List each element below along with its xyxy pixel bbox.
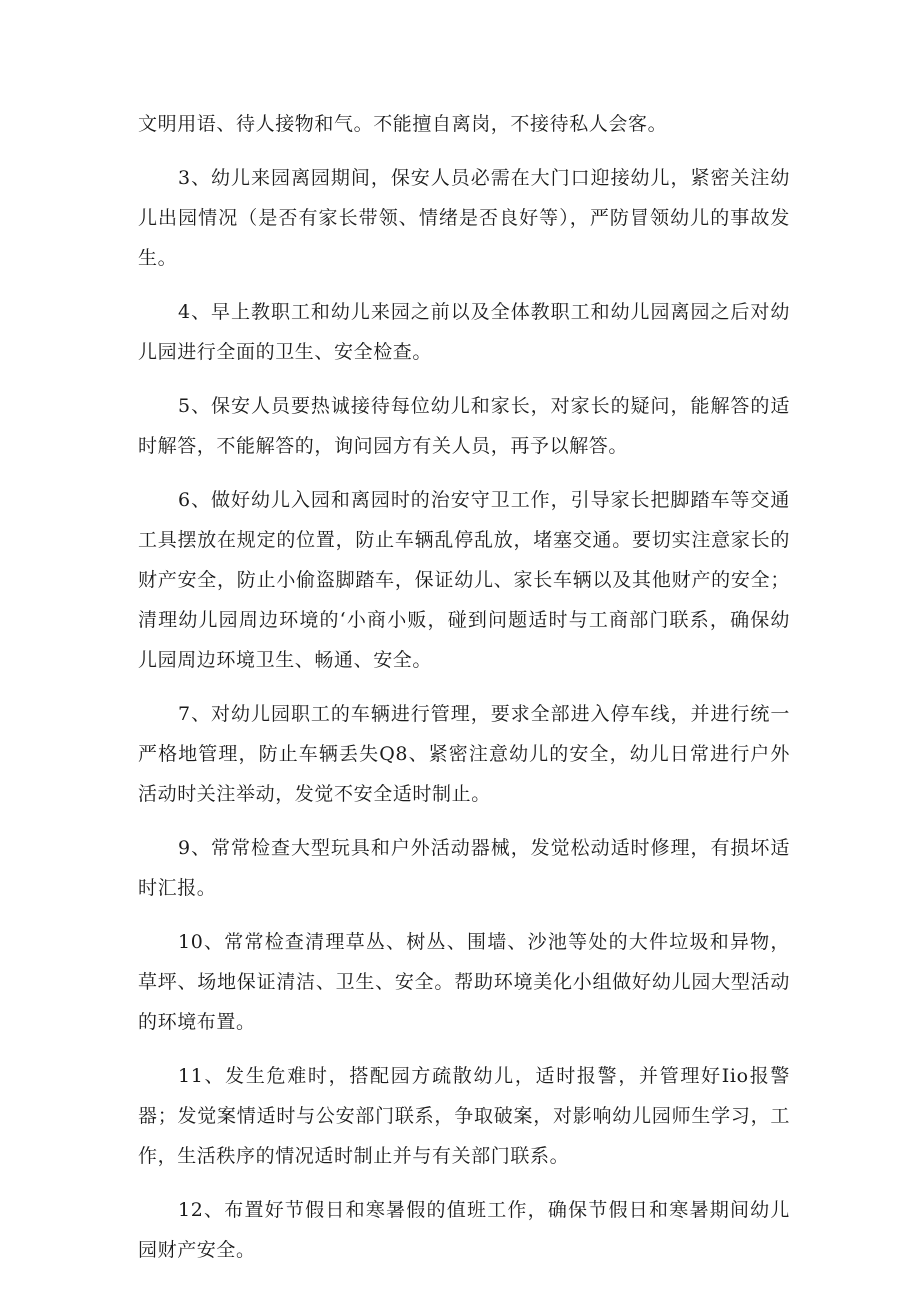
paragraph-item-12: 12、布置好节假日和寒暑假的值班工作，确保节假日和寒暑期间幼儿园财产安全。 [138, 1199, 790, 1261]
paragraph-item-3: 3、幼儿来园离园期间，保安人员必需在大门口迎接幼儿，紧密关注幼儿出园情况（是否有家长带领、情绪是否良好等），严防冒领幼儿的事故发生。 [138, 167, 790, 269]
paragraph-item-6: 6、做好幼儿入园和离园时的治安守卫工作，引导家长把脚踏车等交通工具摆放在规定的位置，防止车辆乱停乱放，堵塞交通。要切实注意家长的财产安全，防止小偷盗脚踏车，保证幼儿、家长车辆以及其他财产的安全；清理幼儿园周边环境的‘小商小贩，碰到问题适时与工商部门联系，确保幼儿园周边环境卫生、畅通、安全。 [138, 489, 790, 671]
paragraph-item-5: 5、保安人员要热诚接待每位幼儿和家长，对家长的疑问，能解答的适时解答，不能解答的，询问园方有关人员，再予以解答。 [138, 395, 790, 457]
paragraph-item-10: 10、常常检查清理草丛、树丛、围墙、沙池等处的大件垃圾和异物，草坪、场地保证清洁、卫生、安全。帮助环境美化小组做好幼儿园大型活动的环境布置。 [138, 931, 790, 1033]
document-body [138, 104, 790, 1284]
paragraph-item-4: 4、早上教职工和幼儿来园之前以及全体教职工和幼儿园离园之后对幼儿园进行全面的卫生、安全检查。 [138, 301, 790, 363]
paragraph-item-9: 9、常常检查大型玩具和户外活动器械，发觉松动适时修理，有损坏适时汇报。 [138, 837, 790, 899]
paragraph-item-11: 11、发生危难时，搭配园方疏散幼儿，适时报警，并管理好Iio报警器；发觉案情适时与公安部门联系，争取破案，对影响幼儿园师生学习，工作，生活秩序的情况适时制止并与有关部门联系。 [138, 1065, 790, 1167]
paragraph-item-7-8: 7、对幼儿园职工的车辆进行管理，要求全部进入停车线，并进行统一严格地管理，防止车辆丢失Q8、紧密注意幼儿的安全，幼儿日常进行户外活动时关注举动，发觉不安全适时制止。 [138, 703, 790, 805]
paragraph-continuation: 文明用语、待人接物和气。不能擅自离岗，不接待私人会客。 [138, 113, 668, 135]
